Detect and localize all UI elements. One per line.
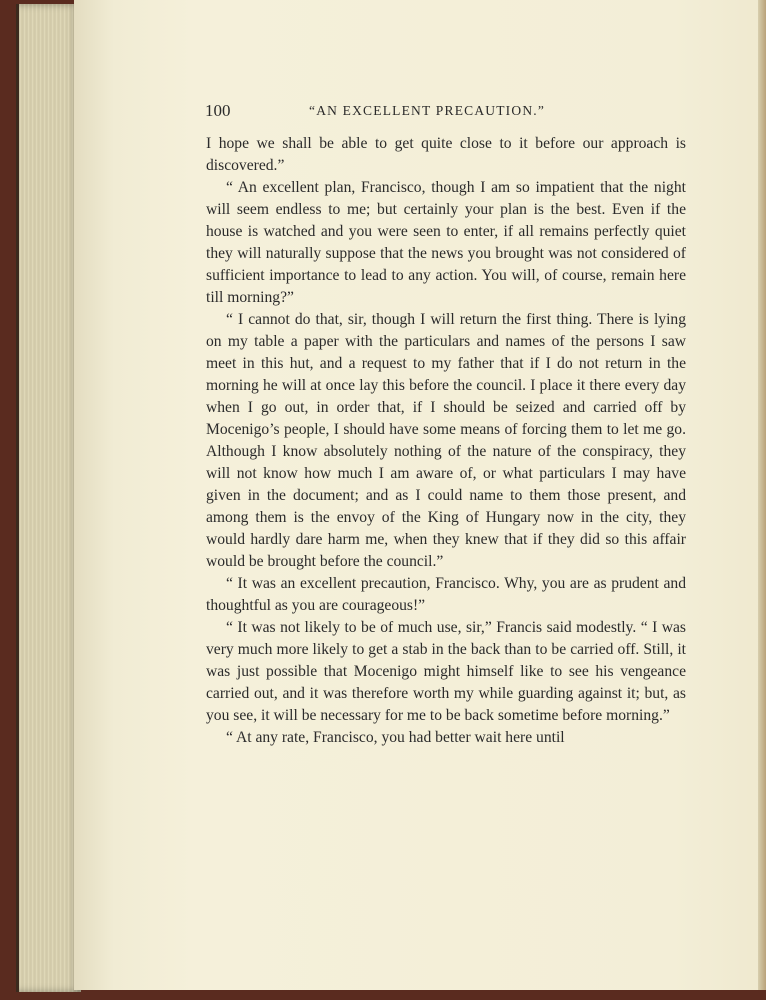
running-head: “AN EXCELLENT PRECAUTION.”: [309, 103, 546, 118]
page-edge-right: [758, 0, 766, 990]
paragraph: “ I cannot do that, sir, though I will return the first thing. There is lying on my table a paper with the particulars and names of the persons I saw meet in this hut, and a request to my father that if I do not return in the morning he will at once lay this before the council. I place it there every day when I go out, in order that, if I should be seized and carried off by Mocenigo’s people, I should have some means of forcing them to let me go. Although I know absolutely nothing of the nature of the conspiracy, they will not know how much I am aware of, or what particulars I may have given in the document; and as I could name to them those present, and among them is the envoy of the King of Hungary now in the city, they would hardly dare harm me, when they knew that if they did so this affair would be brought before the council.”: [206, 311, 686, 570]
paragraph: “ At any rate, Francisco, you had better wait here until: [226, 729, 565, 746]
paragraph: I hope we shall be able to get quite close to it before our approach is discovered.”: [206, 135, 686, 174]
page-edges: [16, 4, 81, 992]
body-text: [206, 133, 686, 749]
page-number: 100: [205, 101, 231, 120]
paragraph: “ It was an excellent precaution, Francisco. Why, you are as prudent and thoughtful as you are courageous!”: [206, 575, 686, 614]
paragraph: “ It was not likely to be of much use, sir,” Francis said modestly. “ I was very much more likely to get a stab in the back than to be carried off. Still, it was just possible that Mocenigo might himself like to see his vengeance carried out, and it was therefore worth my while guarding against it; but, as you see, it will be necessary for me to be back sometime before morning.”: [206, 619, 686, 724]
paragraph: “ An excellent plan, Francisco, though I am so impatient that the night will seem endless to me; but certainly your plan is the best. Even if the house is watched and you were seen to enter, if all remains perfectly quiet they will naturally suppose that the news you brought was not considered of sufficient importance to lead to any action. You will, of course, remain here till morning?”: [206, 179, 686, 306]
